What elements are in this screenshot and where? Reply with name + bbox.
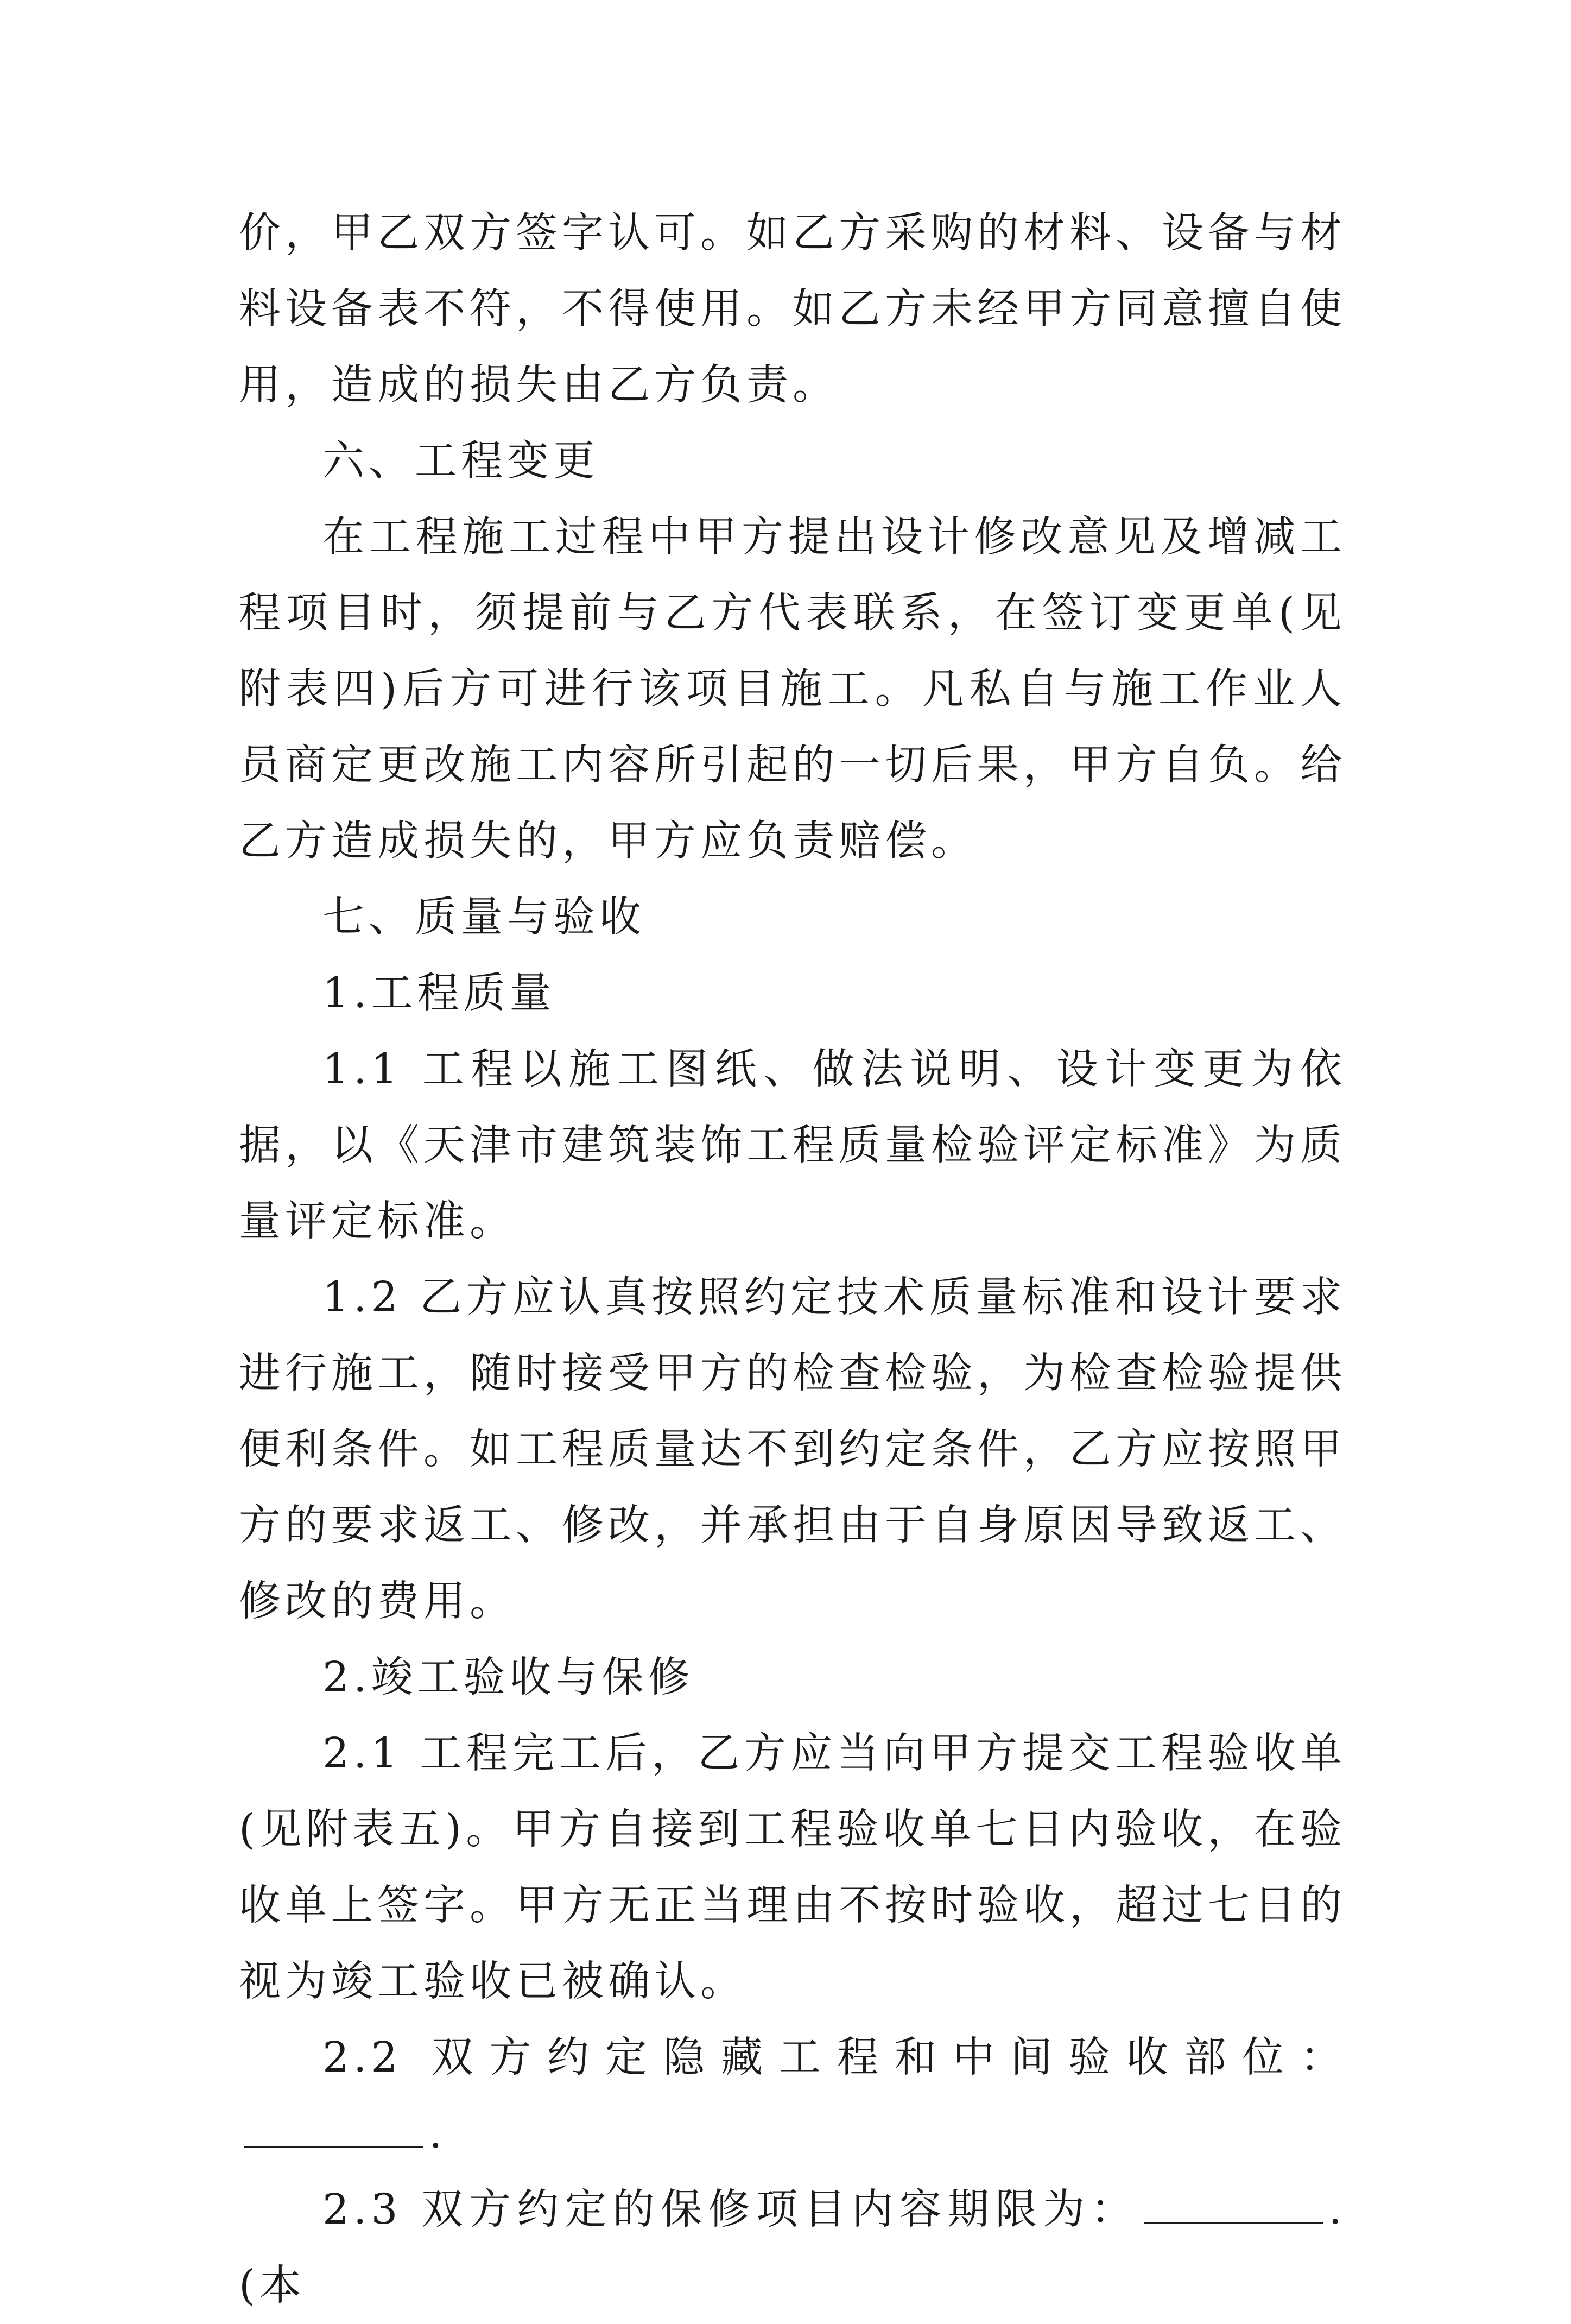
subheading-engineering-quality: 1.工程质量	[322, 969, 556, 1018]
clause-1-1: 1.1 工程以施工图纸、做法说明、设计变更为依据，以《天津市建筑装饰工程质量检验评定标准》为质量评定标准。	[239, 1045, 1346, 1246]
heading-engineering-change: 六、工程变更	[322, 437, 599, 485]
clause-2-2-suffix: .	[429, 2110, 447, 2158]
clause-1-2: 1.2 乙方应认真按照约定技术质量标准和设计要求进行施工，随时接受甲方的检查检验，为检查检验提供便利条件。如工程质量达不到约定条件，乙方应按照甲方的要求返工、修改，并承担由于自身原因导致返工、修改的费用。	[239, 1273, 1346, 1626]
heading-quality-acceptance: 七、质量与验收	[322, 893, 645, 942]
document-body	[239, 195, 1346, 2324]
clause-2-2	[239, 2020, 1346, 2172]
clause-2-3-text: 2.3 双方约定的保修项目内容期限为：	[322, 2186, 1139, 2234]
clause-2-3-suffix: .(本	[239, 2186, 1346, 2310]
subheading-completion-warranty: 2.竣工验收与保修	[322, 1653, 694, 1702]
clause-2-2-text: 2.2 双方约定隐藏工程和中间验收部位：	[322, 2033, 1346, 2082]
clause-2-3-blank	[1144, 2189, 1323, 2224]
paragraph-change-procedure: 在工程施工过程中甲方提出设计修改意见及增减工程项目时，须提前与乙方代表联系，在签订变更单(见附表四)后方可进行该项目施工。凡私自与施工作业人员商定更改施工内容所引起的一切后果，甲方自负。给乙方造成损失的，甲方应负责赔偿。	[239, 513, 1346, 866]
paragraph-materials: 价，甲乙双方签字认可。如乙方采购的材料、设备与材料设备表不符，不得使用。如乙方未经甲方同意擅自使用，造成的损失由乙方负责。	[239, 209, 1346, 409]
clause-2-1: 2.1 工程完工后，乙方应当向甲方提交工程验收单(见附表五)。甲方自接到工程验收单七日内验收，在验收单上签字。甲方无正当理由不按时验收，超过七日的视为竣工验收已被确认。	[239, 1729, 1346, 2006]
clause-2-3	[239, 2172, 1346, 2324]
clause-2-2-blank	[244, 2113, 423, 2148]
